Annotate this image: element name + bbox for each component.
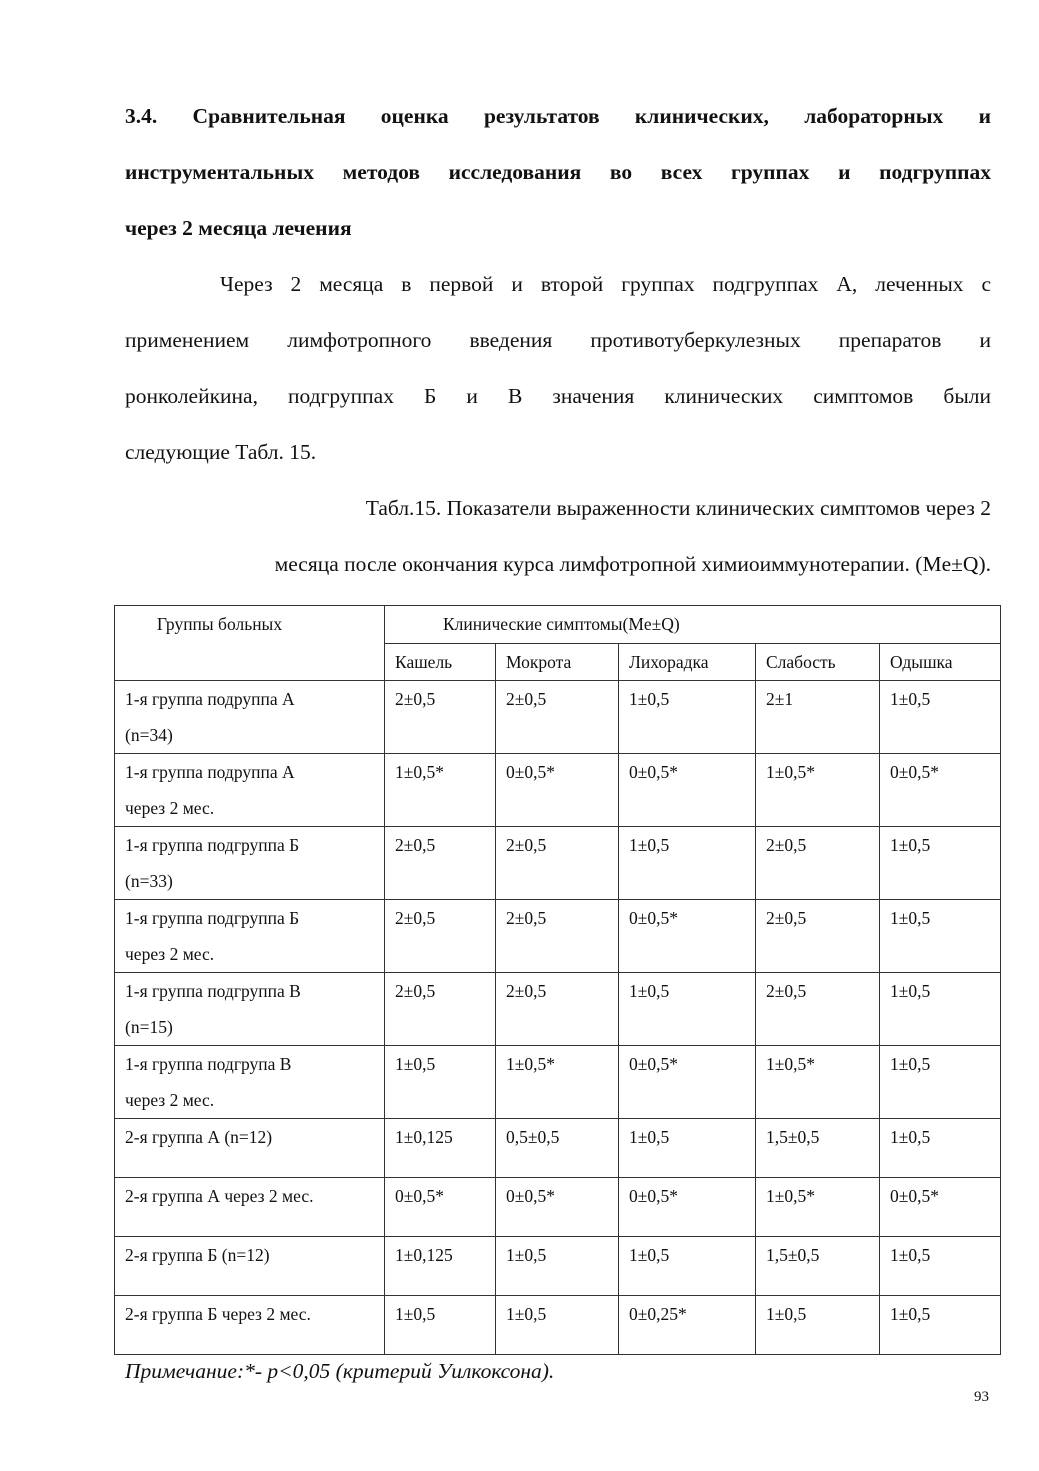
value-cell: 0±0,5* (619, 754, 756, 827)
table-row (115, 1046, 1001, 1119)
symptoms-table (114, 605, 1001, 1355)
group-cell (115, 681, 385, 754)
group-cell (115, 973, 385, 1046)
paragraph-line-3: ронколейкина, подгруппах Б и В значения клинических симптомов были (125, 384, 991, 408)
value-cell: 0±0,5* (619, 1046, 756, 1119)
value-cell: 2±0,5 (756, 973, 880, 1046)
paragraph-line-2: применением лимфотропного введения противотуберкулезных препаратов и (125, 328, 991, 352)
value-cell: 0±0,5* (880, 1178, 1001, 1237)
group-cell-line: 2-я группа Б (n=12) (125, 1245, 270, 1265)
column-header-dyspnea: Одышка (880, 644, 1001, 681)
table-row (115, 754, 1001, 827)
table-row (115, 900, 1001, 973)
value-cell: 1±0,5 (880, 900, 1001, 973)
value-cell: 2±0,5 (385, 973, 496, 1046)
column-header-fever: Лихорадка (619, 644, 756, 681)
value-cell: 2±0,5 (496, 827, 619, 900)
table-header-row-1 (115, 606, 1001, 644)
column-header-sputum: Мокрота (496, 644, 619, 681)
group-cell (115, 1296, 385, 1355)
value-cell: 2±0,5 (756, 900, 880, 973)
value-cell: 2±0,5 (385, 827, 496, 900)
table-row (115, 681, 1001, 754)
value-cell: 1±0,5* (385, 754, 496, 827)
value-cell: 0±0,5* (880, 754, 1001, 827)
table-row (115, 827, 1001, 900)
value-cell: 1±0,5 (619, 1237, 756, 1296)
value-cell: 0±0,5* (385, 1178, 496, 1237)
group-cell-line: 1-я группа подгруппа Б (125, 835, 300, 855)
value-cell: 1±0,5 (880, 1237, 1001, 1296)
group-cell-line: через 2 мес. (125, 944, 215, 964)
section-heading-line-3: через 2 месяца лечения (125, 216, 352, 240)
value-cell: 1±0,5 (385, 1296, 496, 1355)
value-cell: 1±0,5 (756, 1296, 880, 1355)
value-cell: 2±0,5 (496, 900, 619, 973)
value-cell: 2±0,5 (385, 681, 496, 754)
value-cell: 1±0,5* (756, 1178, 880, 1237)
group-cell-line: 1-я группа подгрупа В (125, 1054, 292, 1074)
value-cell: 2±0,5 (496, 973, 619, 1046)
value-cell: 2±0,5 (496, 681, 619, 754)
group-cell-line: через 2 мес. (125, 798, 215, 818)
group-cell (115, 754, 385, 827)
value-cell: 1±0,5 (880, 1296, 1001, 1355)
value-cell: 1,5±0,5 (756, 1237, 880, 1296)
value-cell: 0±0,25* (619, 1296, 756, 1355)
group-cell-line: 1-я группа подгруппа В (125, 981, 301, 1001)
column-header-cough: Кашель (385, 644, 496, 681)
group-cell-line: (n=34) (125, 725, 173, 745)
value-cell: 0±0,5* (496, 1178, 619, 1237)
value-cell: 0±0,5* (619, 900, 756, 973)
value-cell: 1±0,5 (880, 827, 1001, 900)
value-cell: 1±0,5* (756, 754, 880, 827)
paragraph-line-1: Через 2 месяца в первой и второй группах подгруппах А, леченных с (220, 272, 991, 296)
value-cell: 1,5±0,5 (756, 1119, 880, 1178)
value-cell: 1±0,5 (619, 827, 756, 900)
value-cell: 1±0,5 (385, 1046, 496, 1119)
value-cell: 1±0,5 (496, 1296, 619, 1355)
value-cell: 1±0,5 (880, 1119, 1001, 1178)
value-cell: 1±0,5 (619, 681, 756, 754)
value-cell: 1±0,5 (880, 973, 1001, 1046)
value-cell: 1±0,5* (756, 1046, 880, 1119)
group-cell (115, 1119, 385, 1178)
group-cell (115, 900, 385, 973)
group-cell-line: 2-я группа А (n=12) (125, 1127, 273, 1147)
table-row (115, 1296, 1001, 1355)
value-cell: 2±0,5 (756, 827, 880, 900)
section-heading-line-1: 3.4. Сравнительная оценка результатов клинических, лабораторных и (125, 104, 991, 128)
value-cell: 1±0,5 (880, 1046, 1001, 1119)
value-cell: 0±0,5* (619, 1178, 756, 1237)
value-cell: 1±0,5 (619, 1119, 756, 1178)
table-row (115, 1178, 1001, 1237)
paragraph-line-4: следующие Табл. 15. (125, 440, 317, 464)
group-cell-line: (n=33) (125, 871, 173, 891)
value-cell: 1±0,5 (496, 1237, 619, 1296)
table-note: Примечание:*- р<0,05 (критерий Уилкоксона). (125, 1359, 555, 1383)
group-cell-line: 2-я группа А через 2 мес. (125, 1186, 314, 1206)
group-column-header: Группы больных (115, 606, 385, 681)
value-cell: 0±0,5* (496, 754, 619, 827)
value-cell: 2±0,5 (385, 900, 496, 973)
group-cell (115, 1178, 385, 1237)
group-cell (115, 827, 385, 900)
group-cell (115, 1046, 385, 1119)
table-row (115, 973, 1001, 1046)
page-number: 93 (974, 1389, 989, 1405)
table-caption-line-1: Табл.15. Показатели выраженности клинических симптомов через 2 (365, 496, 991, 520)
value-cell: 0,5±0,5 (496, 1119, 619, 1178)
column-header-weakness: Слабость (756, 644, 880, 681)
value-cell: 1±0,125 (385, 1237, 496, 1296)
table-row (115, 1237, 1001, 1296)
table-caption-line-2: месяца после окончания курса лимфотропной химиоиммунотерапии. (Me±Q). (274, 552, 991, 576)
section-heading-line-2: инструментальных методов исследования во всех группах и подгруппах (125, 160, 991, 184)
value-cell: 1±0,5 (880, 681, 1001, 754)
value-cell: 1±0,5* (496, 1046, 619, 1119)
value-cell: 1±0,125 (385, 1119, 496, 1178)
group-cell-line: (n=15) (125, 1017, 173, 1037)
table-row (115, 1119, 1001, 1178)
group-cell-line: 1-я группа подгруппа Б (125, 908, 300, 928)
group-cell-line: 2-я группа Б через 2 мес. (125, 1304, 311, 1324)
value-cell: 1±0,5 (619, 973, 756, 1046)
group-cell-line: 1-я группа подруппа А (125, 762, 295, 782)
symptoms-column-header: Клинические симптомы(Me±Q) (385, 606, 1001, 644)
group-cell-line: через 2 мес. (125, 1090, 215, 1110)
value-cell: 2±1 (756, 681, 880, 754)
group-cell (115, 1237, 385, 1296)
group-cell-line: 1-я группа подруппа А (125, 689, 295, 709)
